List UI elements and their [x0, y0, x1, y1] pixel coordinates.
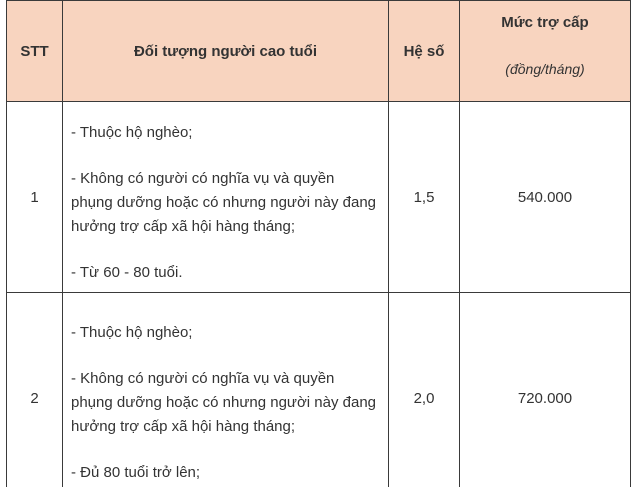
condition-line: - Không có người có nghĩa vụ và quyền phụng dưỡng hoặc có nhưng người này đang hưởng trợ cấp xã hội hàng tháng;: [71, 370, 377, 435]
header-factor: Hệ số: [389, 1, 460, 102]
row-conditions: [63, 102, 389, 293]
row-factor: 2,0: [389, 293, 460, 487]
condition-line: - Thuộc hộ nghèo;: [71, 124, 193, 141]
header-amount-cell: [460, 1, 631, 102]
row-stt: 2: [7, 293, 63, 487]
header-subject: Đối tượng người cao tuổi: [63, 1, 389, 102]
row-stt: 1: [7, 102, 63, 293]
header-amount: Mức trợ cấp: [501, 13, 589, 31]
condition-line: - Từ 60 - 80 tuổi.: [71, 264, 183, 281]
row-amount: 720.000: [460, 293, 631, 487]
condition-line: - Đủ 80 tuổi trở lên;: [71, 464, 201, 481]
row-amount: 540.000: [460, 102, 631, 293]
table-row: [7, 293, 631, 487]
row-conditions: [63, 293, 389, 487]
table-row: [7, 102, 631, 293]
condition-line: - Thuộc hộ nghèo;: [71, 324, 193, 341]
header-amount-unit: (đồng/tháng): [505, 60, 585, 77]
header-stt: STT: [7, 1, 63, 102]
row-factor: 1,5: [389, 102, 460, 293]
allowance-table: [6, 0, 631, 487]
table-header-row: [7, 1, 631, 102]
condition-line: - Không có người có nghĩa vụ và quyền phụng dưỡng hoặc có nhưng người này đang hưởng trợ cấp xã hội hàng tháng;: [71, 170, 377, 235]
